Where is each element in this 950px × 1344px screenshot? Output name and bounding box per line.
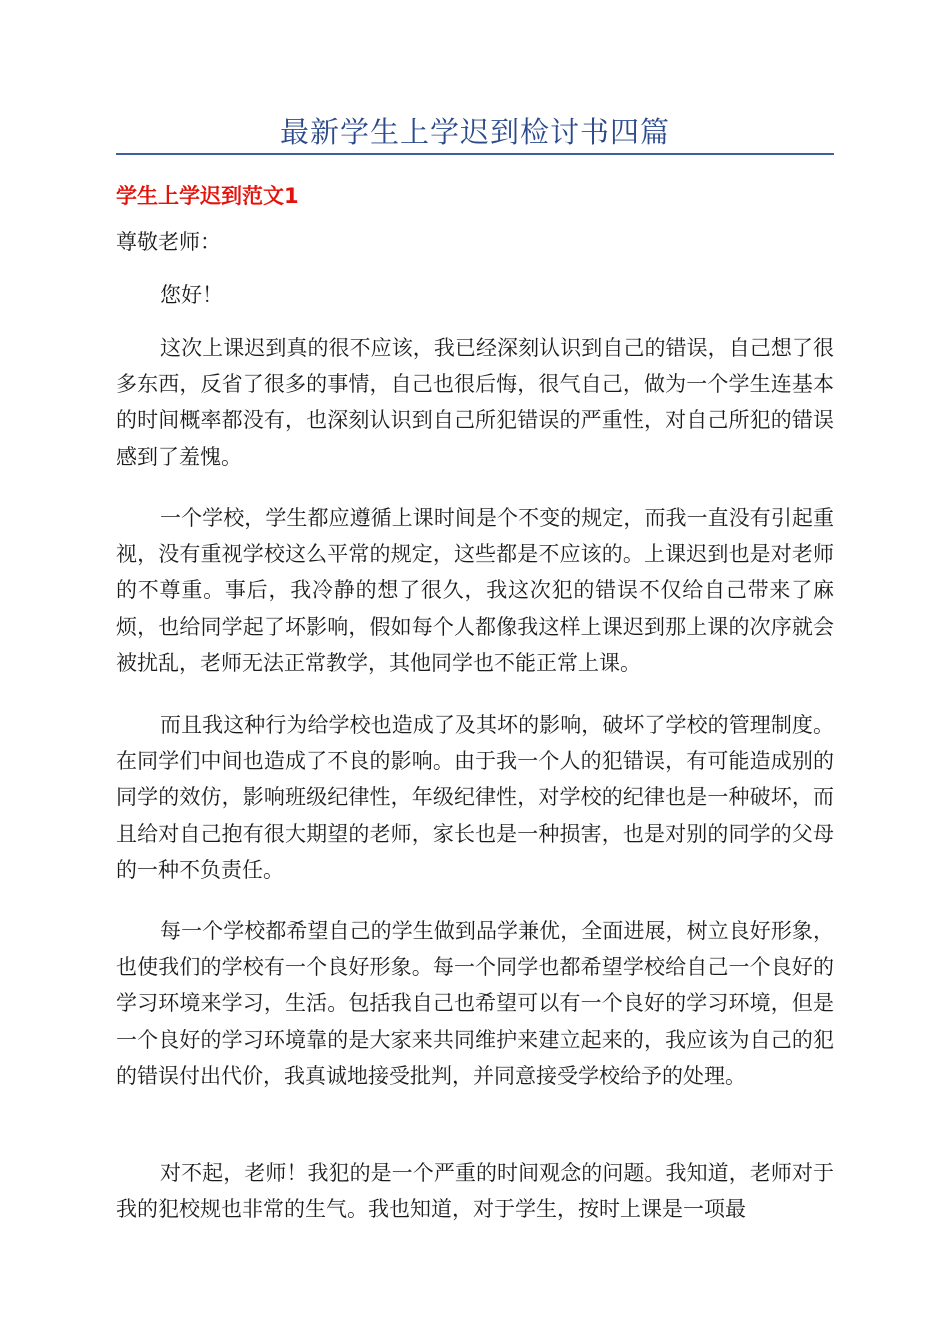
title-divider: [116, 153, 834, 155]
body-paragraph: 这次上课迟到真的很不应该，我已经深刻认识到自己的错误，自己想了很多东西，反省了很多的事情，自己也很后悔，很气自己，做为一个学生连基本的时间概率都没有，也深刻认识到自己所犯错误的严重性，对自己所犯的错误感到了羞愧。: [116, 336, 834, 469]
body-paragraph: 一个学校，学生都应遵循上课时间是个不变的规定，而我一直没有引起重视，没有重视学校这么平常的规定，这些都是不应该的。上课迟到也是对老师的不尊重。事后，我冷静的想了很久，我这次犯的错误不仅给自己带来了麻烦，也给同学起了坏影响，假如每个人都像我这样上课迟到那上课的次序就会被扰乱，老师无法正常教学，其他同学也不能正常上课。: [116, 506, 834, 675]
salutation: 尊敬老师：: [116, 230, 221, 254]
body-paragraph: 每一个学校都希望自己的学生做到品学兼优，全面进展，树立良好形象，也使我们的学校有一个良好形象。每一个同学也都希望学校给自己一个良好的学习环境来学习，生活。包括我自己也希望可以有一个良好的学习环境，但是一个良好的学习环境靠的是大家来共同维护来建立起来的，我应该为自己的犯的错误付出代价，我真诚地接受批判，并同意接受学校给予的处理。: [116, 919, 834, 1088]
body-paragraph: 对不起，老师！我犯的是一个严重的时间观念的问题。我知道，老师对于我的犯校规也非常的生气。我也知道，对于学生，按时上课是一项最: [116, 1161, 834, 1222]
section-heading: 学生上学迟到范文1: [116, 184, 299, 208]
document-title: 最新学生上学迟到检讨书四篇: [279, 115, 670, 149]
greeting-paragraph: 您好！: [160, 283, 223, 307]
body-paragraph: 而且我这种行为给学校也造成了及其坏的影响，破坏了学校的管理制度。在同学们中间也造成了不良的影响。由于我一个人的犯错误，有可能造成别的同学的效仿，影响班级纪律性，年级纪律性，对学校的纪律也是一种破坏，而且给对自己抱有很大期望的老师，家长也是一种损害，也是对别的同学的父母的一种不负责任。: [116, 713, 834, 882]
